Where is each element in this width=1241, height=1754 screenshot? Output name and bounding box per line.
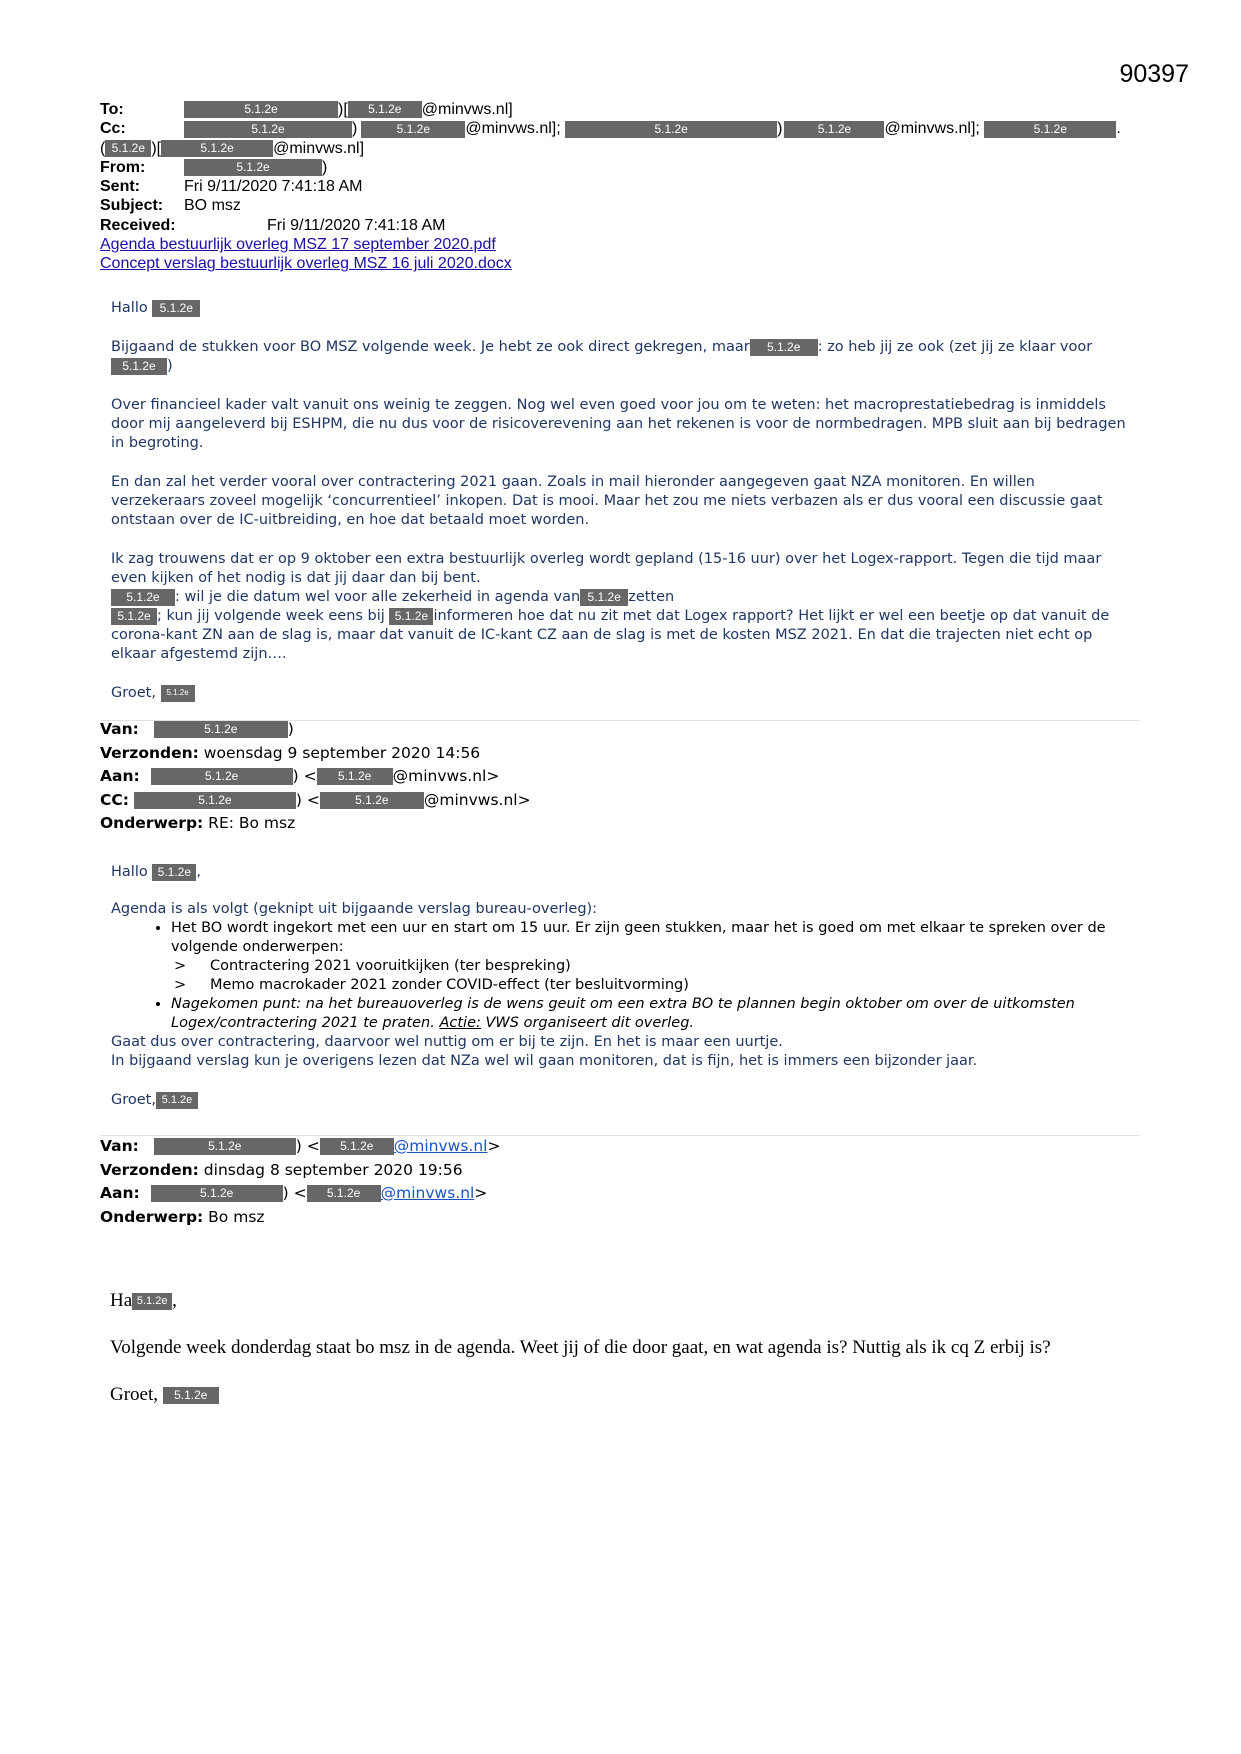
from-label: From: (100, 158, 146, 176)
redaction: 5.1.2e (154, 721, 288, 738)
cc-row: CC: 5.1.2e ) < 5.1.2e @minvws.nl> (100, 790, 531, 809)
list-item: > Memo macrokader 2021 zonder COVID-effect (ter besluitvorming) (171, 976, 1131, 995)
paragraph: Ik zag trouwens dat er op 9 oktober een extra bestuurlijk overleg wordt gepland (15-16 uur) over het Logex-rapport. Tegen die tijd maar even kijken of het nodig is dat jij daar dan bij bent. 5.1.2e : wil je die datum wel voor alle zekerheid in agenda van 5.1.2e zetten 5.1.2e ; kun jij volgende week eens bij 5.1.2e informeren hoe dat nu zit met dat Logex rapport? Het lijkt er wel een beetje op dat vanuit de corona-kant ZN aan de slag is, maar dat vanuit de IC-kant CZ aan de slag is met de kosten MSZ 2021. En dat die trajecten niet echt op elkaar afgestemd zijn…. (111, 551, 1110, 662)
redaction: 5.1.2e (151, 768, 293, 785)
sent-row (100, 177, 1150, 196)
redaction: 5.1.2e (317, 768, 393, 785)
to-row (100, 100, 1150, 119)
sent-label: Sent: (100, 178, 140, 196)
document-number: 90397 (1119, 60, 1189, 88)
redaction: 5.1.2e (361, 121, 465, 138)
redaction: 5.1.2e (134, 792, 296, 809)
redaction: 5.1.2e (111, 589, 175, 606)
separator: ( (100, 139, 106, 157)
redaction: 5.1.2e (984, 121, 1116, 138)
sent-value: Fri 9/11/2020 7:41:18 AM (184, 178, 363, 196)
paragraph: Over financieel kader valt vanuit ons weinig te zeggen. Nog wel even goed voor jou om te weten: het macroprestatiebedrag is inmiddels door mij aangeleverd bij ESHPM, die nu dus voor de risicoverevening aan het rekenen is voor de normbedragen. MPB sluit aan bij bedragen in begroting. (111, 397, 1126, 451)
email-link[interactable]: @minvws.nl (393, 1137, 488, 1155)
paragraph: Volgende week donderdag staat bo msz in de agenda. Weet jij of die door gaat, en wat agenda is? Nuttig als ik cq Z erbij is? (110, 1337, 1051, 1358)
email-link[interactable]: @minvws.nl (380, 1184, 475, 1202)
email-domain: @minvws.nl] (421, 101, 513, 118)
redaction: 5.1.2e (163, 1387, 219, 1404)
redaction: 5.1.2e (184, 121, 352, 138)
received-row (100, 216, 1150, 235)
separator: ) (352, 120, 358, 138)
closing: Groet, 5.1.2e (110, 1382, 1130, 1407)
agenda-intro: Agenda is als volgt (geknipt uit bijgaande verslag bureau-overleg): (111, 901, 598, 917)
redaction: 5.1.2e (184, 101, 338, 118)
redaction: 5.1.2e (152, 864, 196, 881)
list-item: • Nagekomen punt: na het bureauoverleg is de wens geuit om een extra BO te plannen begin oktober om over de uitkomsten Logex/contractering 2021 te praten. Actie: VWS organiseert dit overleg. (171, 995, 1131, 1033)
received-value: Fri 9/11/2020 7:41:18 AM (267, 216, 446, 234)
redaction: 5.1.2e (154, 1138, 296, 1155)
verzonden-row: Verzonden: dinsdag 8 september 2020 19:56 (100, 1160, 463, 1179)
subject-row (100, 196, 1150, 215)
list-item: • Het BO wordt ingekort met een uur en start om 15 uur. Er zijn geen stukken, maar het is goed om met elkaar te spreken over de volgende onderwerpen: > Contractering 2021 vooruitkijken (ter bespreking) > Memo macrokader 2021 zonder COVID-effect (ter besluitvorming) (171, 919, 1131, 995)
list-item: > Contractering 2021 vooruitkijken (ter bespreking) (171, 957, 1131, 976)
redaction: 5.1.2e (320, 1138, 394, 1155)
separator: . (1116, 120, 1121, 138)
redaction: 5.1.2e (750, 339, 818, 356)
verzonden-row: Verzonden: woensdag 9 september 2020 14:56 (100, 743, 481, 762)
redaction: 5.1.2e (784, 121, 884, 138)
redaction: 5.1.2e (320, 792, 424, 809)
redaction: 5.1.2e (184, 159, 322, 176)
redaction: 5.1.2e (161, 140, 273, 157)
mail-body-1 (111, 299, 1131, 723)
redaction: 5.1.2e (132, 1293, 172, 1310)
separator: ) (777, 120, 783, 138)
email-header (100, 100, 1150, 274)
redaction: 5.1.2e (307, 1185, 381, 1202)
mail-body-2 (111, 863, 1131, 1130)
mail-2-header (100, 718, 531, 836)
redaction: 5.1.2e (151, 1185, 283, 1202)
attachment-link[interactable]: Concept verslag bestuurlijk overleg MSZ 16 juli 2020.docx (100, 255, 512, 273)
cc-row (100, 119, 1150, 138)
greeting: Hallo 5.1.2e (111, 299, 1131, 318)
mail-body-3 (110, 1288, 1130, 1407)
onderwerp-row: Onderwerp: RE: Bo msz (100, 814, 296, 832)
closing: Groet, 5.1.2e (111, 684, 1131, 703)
email-domain: @minvws.nl]; (884, 120, 980, 138)
sub-list (171, 957, 1131, 995)
subject-label: Subject: (100, 197, 164, 215)
greeting: Ha 5.1.2e , (110, 1290, 177, 1311)
redaction: 5.1.2e (105, 140, 151, 157)
redaction: 5.1.2e (111, 608, 157, 625)
redaction: 5.1.2e (156, 1092, 198, 1109)
attachment-link[interactable]: Agenda bestuurlijk overleg MSZ 17 september 2020.pdf (100, 236, 496, 254)
cc-label: Cc: (100, 120, 126, 138)
aan-row: Aan: 5.1.2e ) < 5.1.2e @minvws.nl> (100, 767, 500, 785)
redaction: 5.1.2e (161, 685, 195, 702)
greeting: Hallo 5.1.2e , (111, 864, 201, 880)
van-row: Van: 5.1.2e ) < 5.1.2e @minvws.nl> (100, 1137, 501, 1155)
separator: )[ (338, 101, 348, 118)
mail-3-header (100, 1135, 500, 1229)
to-label: To: (100, 101, 124, 118)
redaction: 5.1.2e (565, 121, 777, 138)
redaction: 5.1.2e (580, 589, 628, 606)
received-label: Received: (100, 216, 176, 234)
subject-value: BO msz (184, 197, 241, 215)
onderwerp-row: Onderwerp: Bo msz (100, 1207, 265, 1226)
email-domain: @minvws.nl] (273, 139, 365, 157)
redaction: 5.1.2e (152, 300, 200, 317)
paragraph: Bijgaand de stukken voor BO MSZ volgende week. Je hebt ze ook direct gekregen, maar 5.1.2e : zo heb jij ze ook (zet jij ze klaar voor5.1.2e ) (111, 339, 1093, 374)
separator: )[ (151, 139, 162, 157)
redaction: 5.1.2e (348, 101, 422, 118)
email-domain: @minvws.nl]; (465, 120, 561, 138)
van-row: Van: 5.1.2e ) (100, 720, 294, 738)
closing: Groet, 5.1.2e (111, 1091, 1131, 1110)
agenda-list (111, 919, 1131, 1033)
separator: ) (322, 158, 328, 176)
paragraph: En dan zal het verder vooral over contractering 2021 gaan. Zoals in mail hieronder aangegeven gaat NZA monitoren. En willen verzekeraars zoveel mogelijk ‘concurrentieel’ inkopen. Dat is mooi. Maar het zou me niets verbazen als er dus vooral een discussie gaat ontstaan over de IC-uitbreiding, en hoe dat betaald moet worden. (111, 474, 1103, 528)
redaction: 5.1.2e (389, 608, 433, 625)
from-row (100, 158, 1150, 177)
cc-row-continued (100, 139, 1150, 158)
paragraph: In bijgaand verslag kun je overigens lezen dat NZa wel wil gaan monitoren, dat is fijn, het is immers een bijzonder jaar. (111, 1053, 978, 1069)
paragraph: Gaat dus over contractering, daarvoor wel nuttig om er bij te zijn. En het is maar een uurtje. (111, 1034, 783, 1050)
aan-row: Aan: 5.1.2e ) < 5.1.2e @minvws.nl> (100, 1184, 488, 1202)
redaction: 5.1.2e (111, 358, 167, 375)
